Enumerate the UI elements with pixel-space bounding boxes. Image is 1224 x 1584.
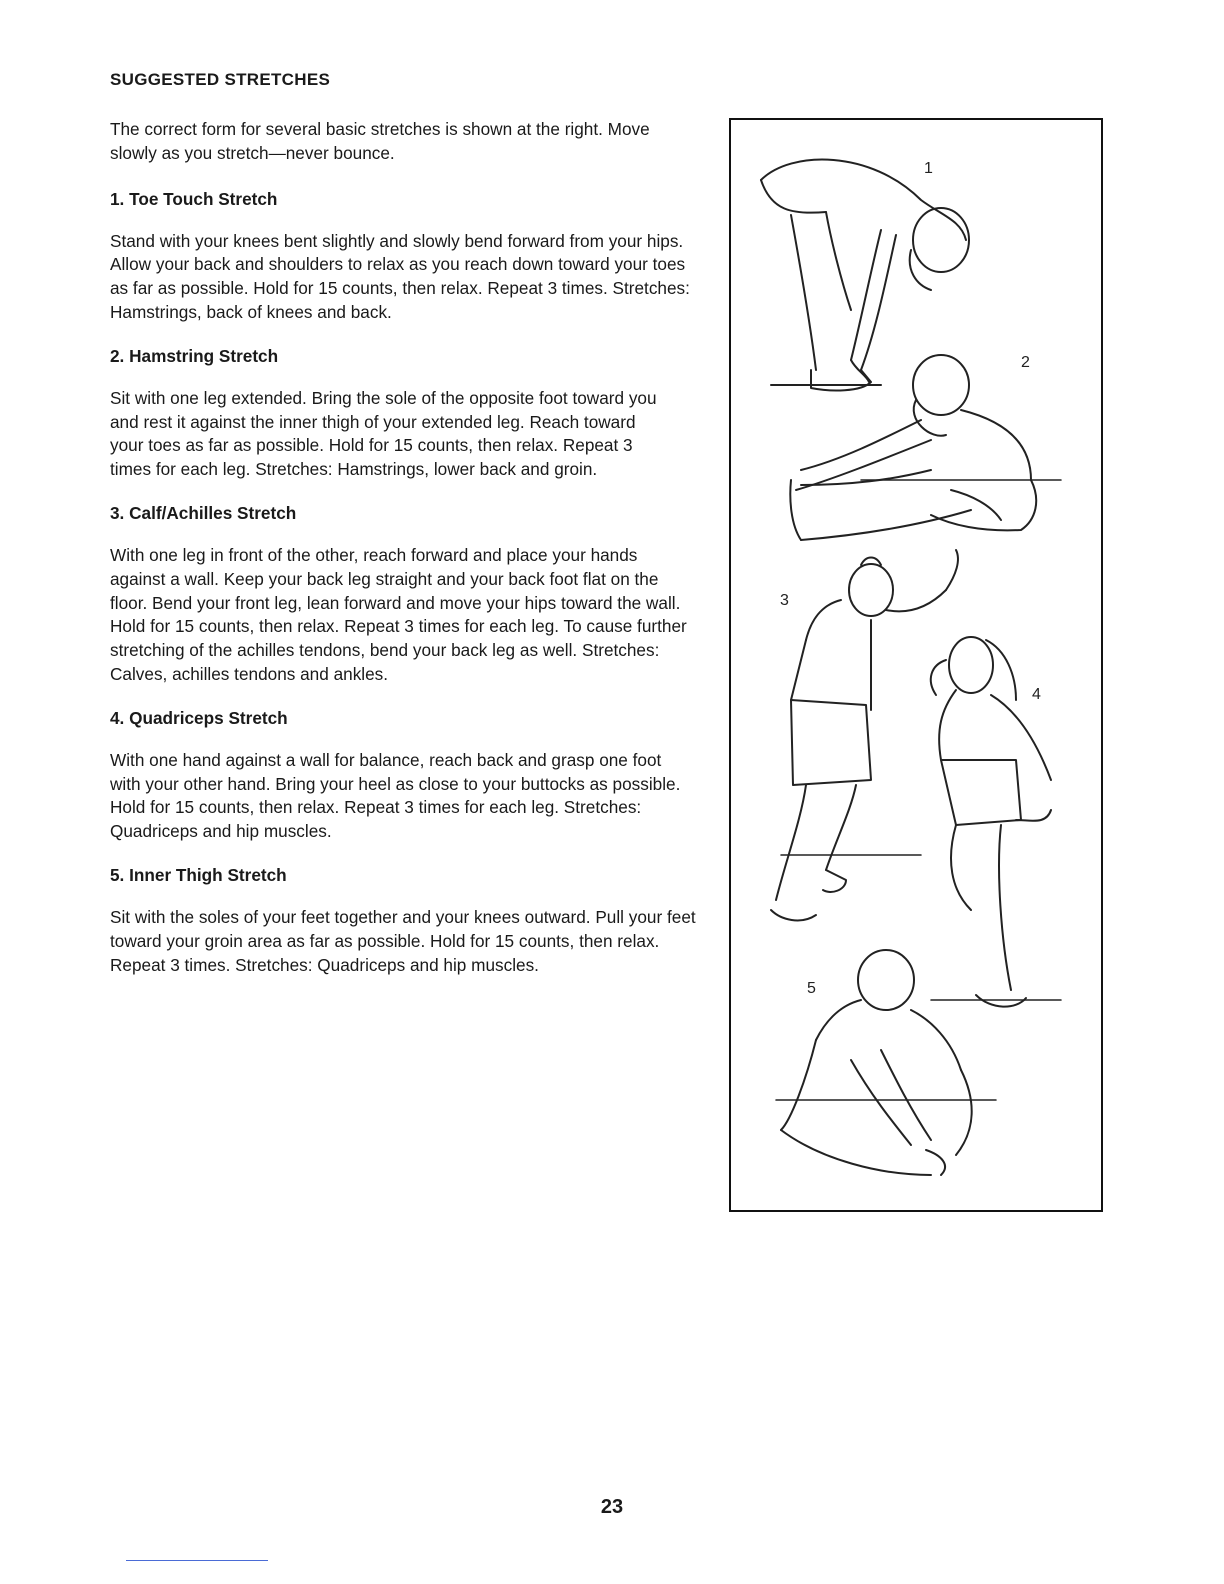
figure-label-5: 5 bbox=[807, 980, 816, 997]
stretch-1-title: 1. Toe Touch Stretch bbox=[110, 188, 278, 209]
stretch-3-text: With one leg in front of the other, reach forward and place your hands against a wall. Keep your back leg straight and your back foot flat on the floor. Bend your front leg, lean forward and move your hips toward the wall. Hold for 15 counts, then relax. Repeat 3 times for each leg. To cause further stretching of the achilles tendons, bend your back leg as well. Stretches: Calves, achilles tendons and ankles. bbox=[110, 544, 687, 684]
stretch-instructions bbox=[110, 118, 710, 977]
stretch-illustrations-box bbox=[729, 118, 1103, 1212]
intro-paragraph: The correct form for several basic stretches is shown at the right. Move slowly as you stretch—never bounce. bbox=[110, 119, 650, 163]
stretch-4-text: With one hand against a wall for balance, reach back and grasp one foot with your other hand. Bring your heel as close to your buttocks as possible. Hold for 15 counts, then relax. Repeat 3 times for each leg. Stretches: Quadriceps and hip muscles. bbox=[110, 749, 681, 842]
hamstring-stretch-figure bbox=[790, 355, 1061, 540]
stretch-5-text: Sit with the soles of your feet together and your knees outward. Pull your feet toward your groin area as far as possible. Hold for 15 counts, then relax. Repeat 3 times. Stretches: Quadriceps and hip muscles. bbox=[110, 906, 696, 975]
figure-label-3: 3 bbox=[780, 592, 789, 609]
figure-label-4: 4 bbox=[1032, 686, 1041, 703]
calf-stretch-figure bbox=[771, 550, 958, 920]
stretch-3-title: 3. Calf/Achilles Stretch bbox=[110, 502, 297, 523]
page-number: 23 bbox=[600, 1496, 624, 1518]
figure-label-2: 2 bbox=[1021, 354, 1030, 371]
stretch-5-title: 5. Inner Thigh Stretch bbox=[110, 864, 287, 885]
stretch-2-text: Sit with one leg extended. Bring the sole of the opposite foot toward you and rest it against the inner thigh of your extended leg. Reach toward your toes as far as possible. Hold for 15 counts, then relax. Repeat 3 times for each leg. Stretches: Hamstrings, lower back and groin. bbox=[110, 387, 657, 480]
page-heading: SUGGESTED STRETCHES bbox=[110, 70, 331, 89]
footer-rule bbox=[126, 1560, 268, 1561]
stretch-4-title: 4. Quadriceps Stretch bbox=[110, 707, 288, 728]
stretch-1-text: Stand with your knees bent slightly and slowly bend forward from your hips. Allow your back and shoulders to relax as you reach down toward your toes as far as possible. Hold for 15 counts, then relax. Repeat 3 times. Stretches: Hamstrings, back of knees and back. bbox=[110, 230, 690, 322]
stretch-illustrations bbox=[731, 120, 1101, 1210]
stretch-2-title: 2. Hamstring Stretch bbox=[110, 345, 279, 366]
figure-label-1: 1 bbox=[924, 160, 933, 177]
quadriceps-stretch-figure bbox=[931, 637, 1061, 1007]
